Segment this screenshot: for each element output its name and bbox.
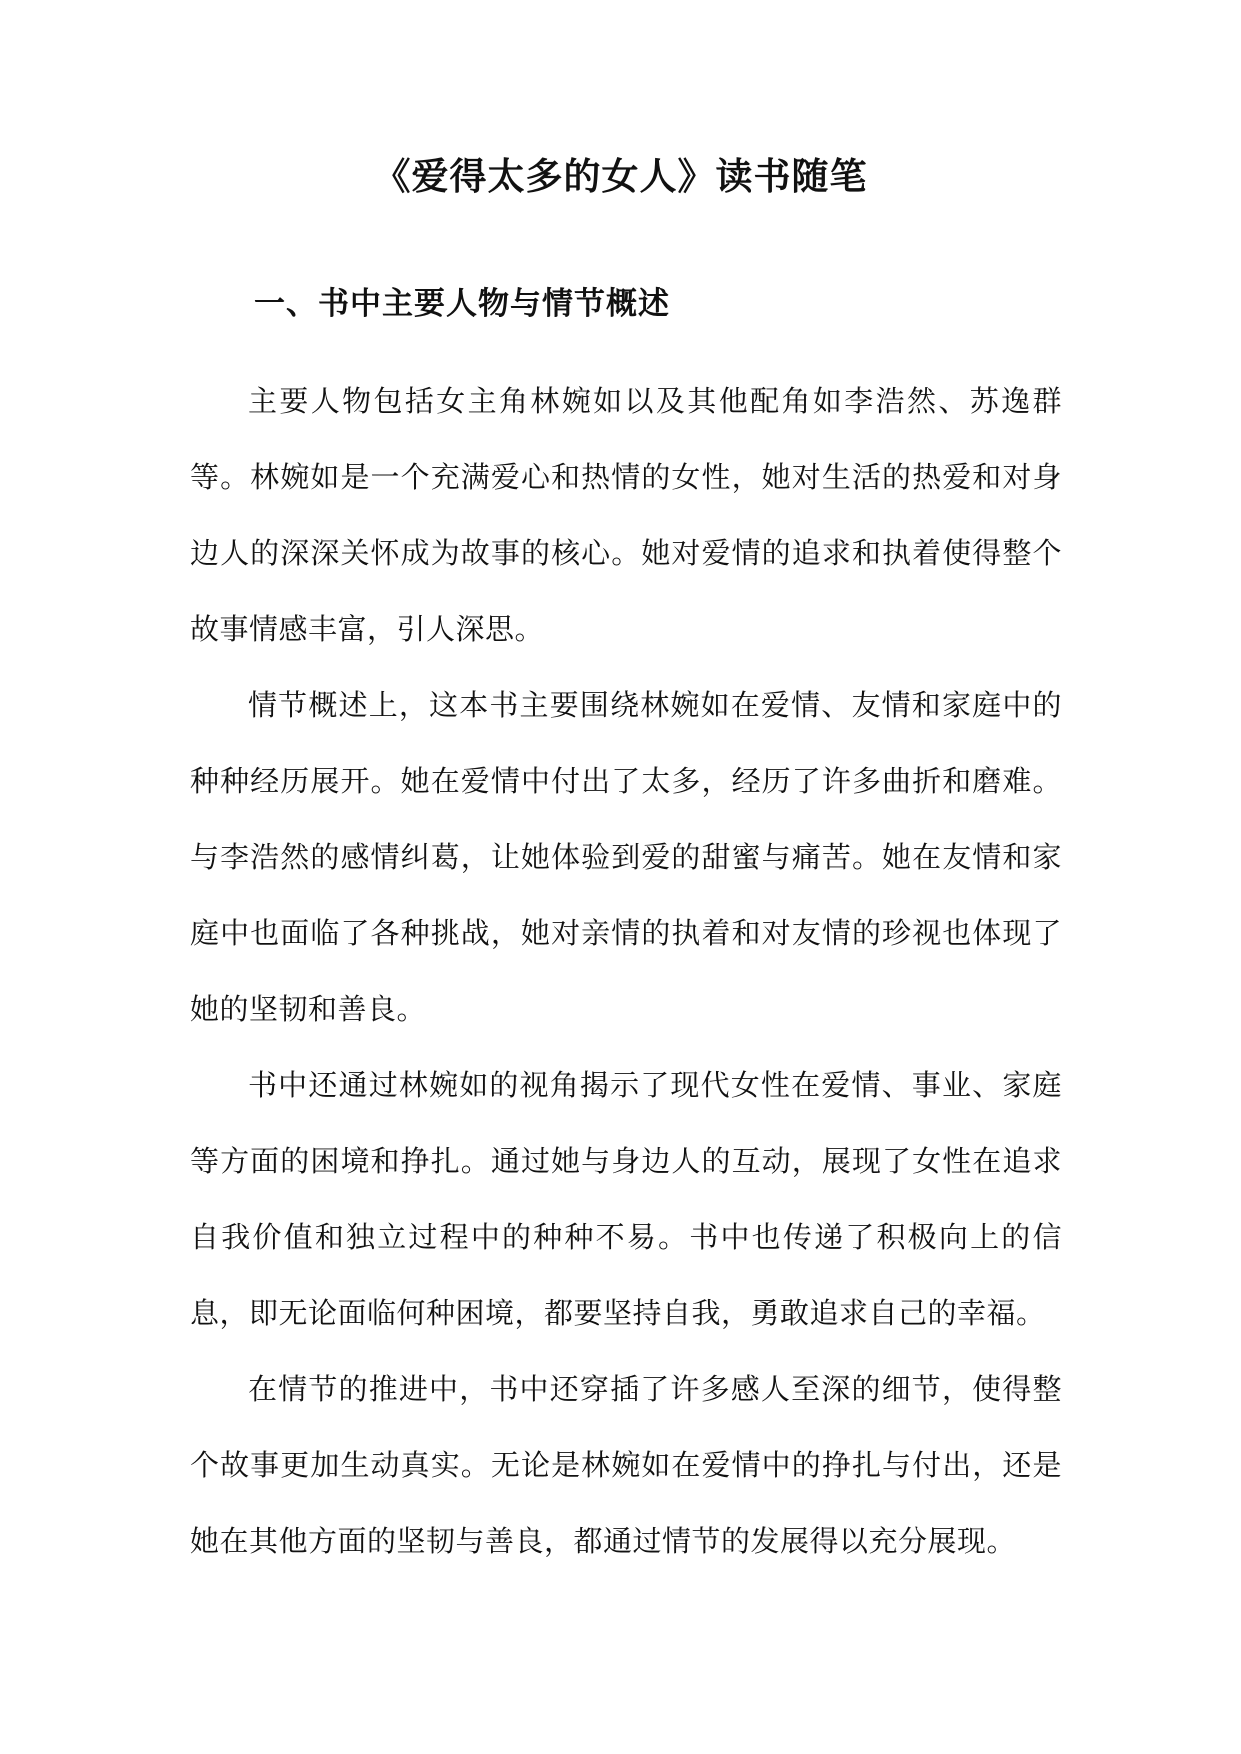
section-body [190, 363, 1062, 1579]
paragraph: 情节概述上，这本书主要围绕林婉如在爱情、友情和家庭中的种种经历展开。她在爱情中付出了太多，经历了许多曲折和磨难。与李浩然的感情纠葛，让她体验到爱的甜蜜与痛苦。她在友情和家庭中也面临了各种挑战，她对亲情的执着和对友情的珍视也体现了她的坚韧和善良。 [190, 688, 1062, 1026]
paragraph: 在情节的推进中，书中还穿插了许多感人至深的细节，使得整个故事更加生动真实。无论是林婉如在爱情中的挣扎与付出，还是她在其他方面的坚韧与善良，都通过情节的发展得以充分展现。 [190, 1372, 1062, 1558]
section-heading: 一、书中主要人物与情节概述 [254, 286, 670, 322]
document-title: 《爱得太多的女人》读书随笔 [373, 154, 868, 198]
paragraph: 主要人物包括女主角林婉如以及其他配角如李浩然、苏逸群等。林婉如是一个充满爱心和热情的女性，她对生活的热爱和对身边人的深深关怀成为故事的核心。她对爱情的追求和执着使得整个故事情感丰富，引人深思。 [190, 384, 1062, 646]
paragraph: 书中还通过林婉如的视角揭示了现代女性在爱情、事业、家庭等方面的困境和挣扎。通过她与身边人的互动，展现了女性在追求自我价值和独立过程中的种种不易。书中也传递了积极向上的信息，即无论面临何种困境，都要坚持自我，勇敢追求自己的幸福。 [190, 1068, 1062, 1330]
